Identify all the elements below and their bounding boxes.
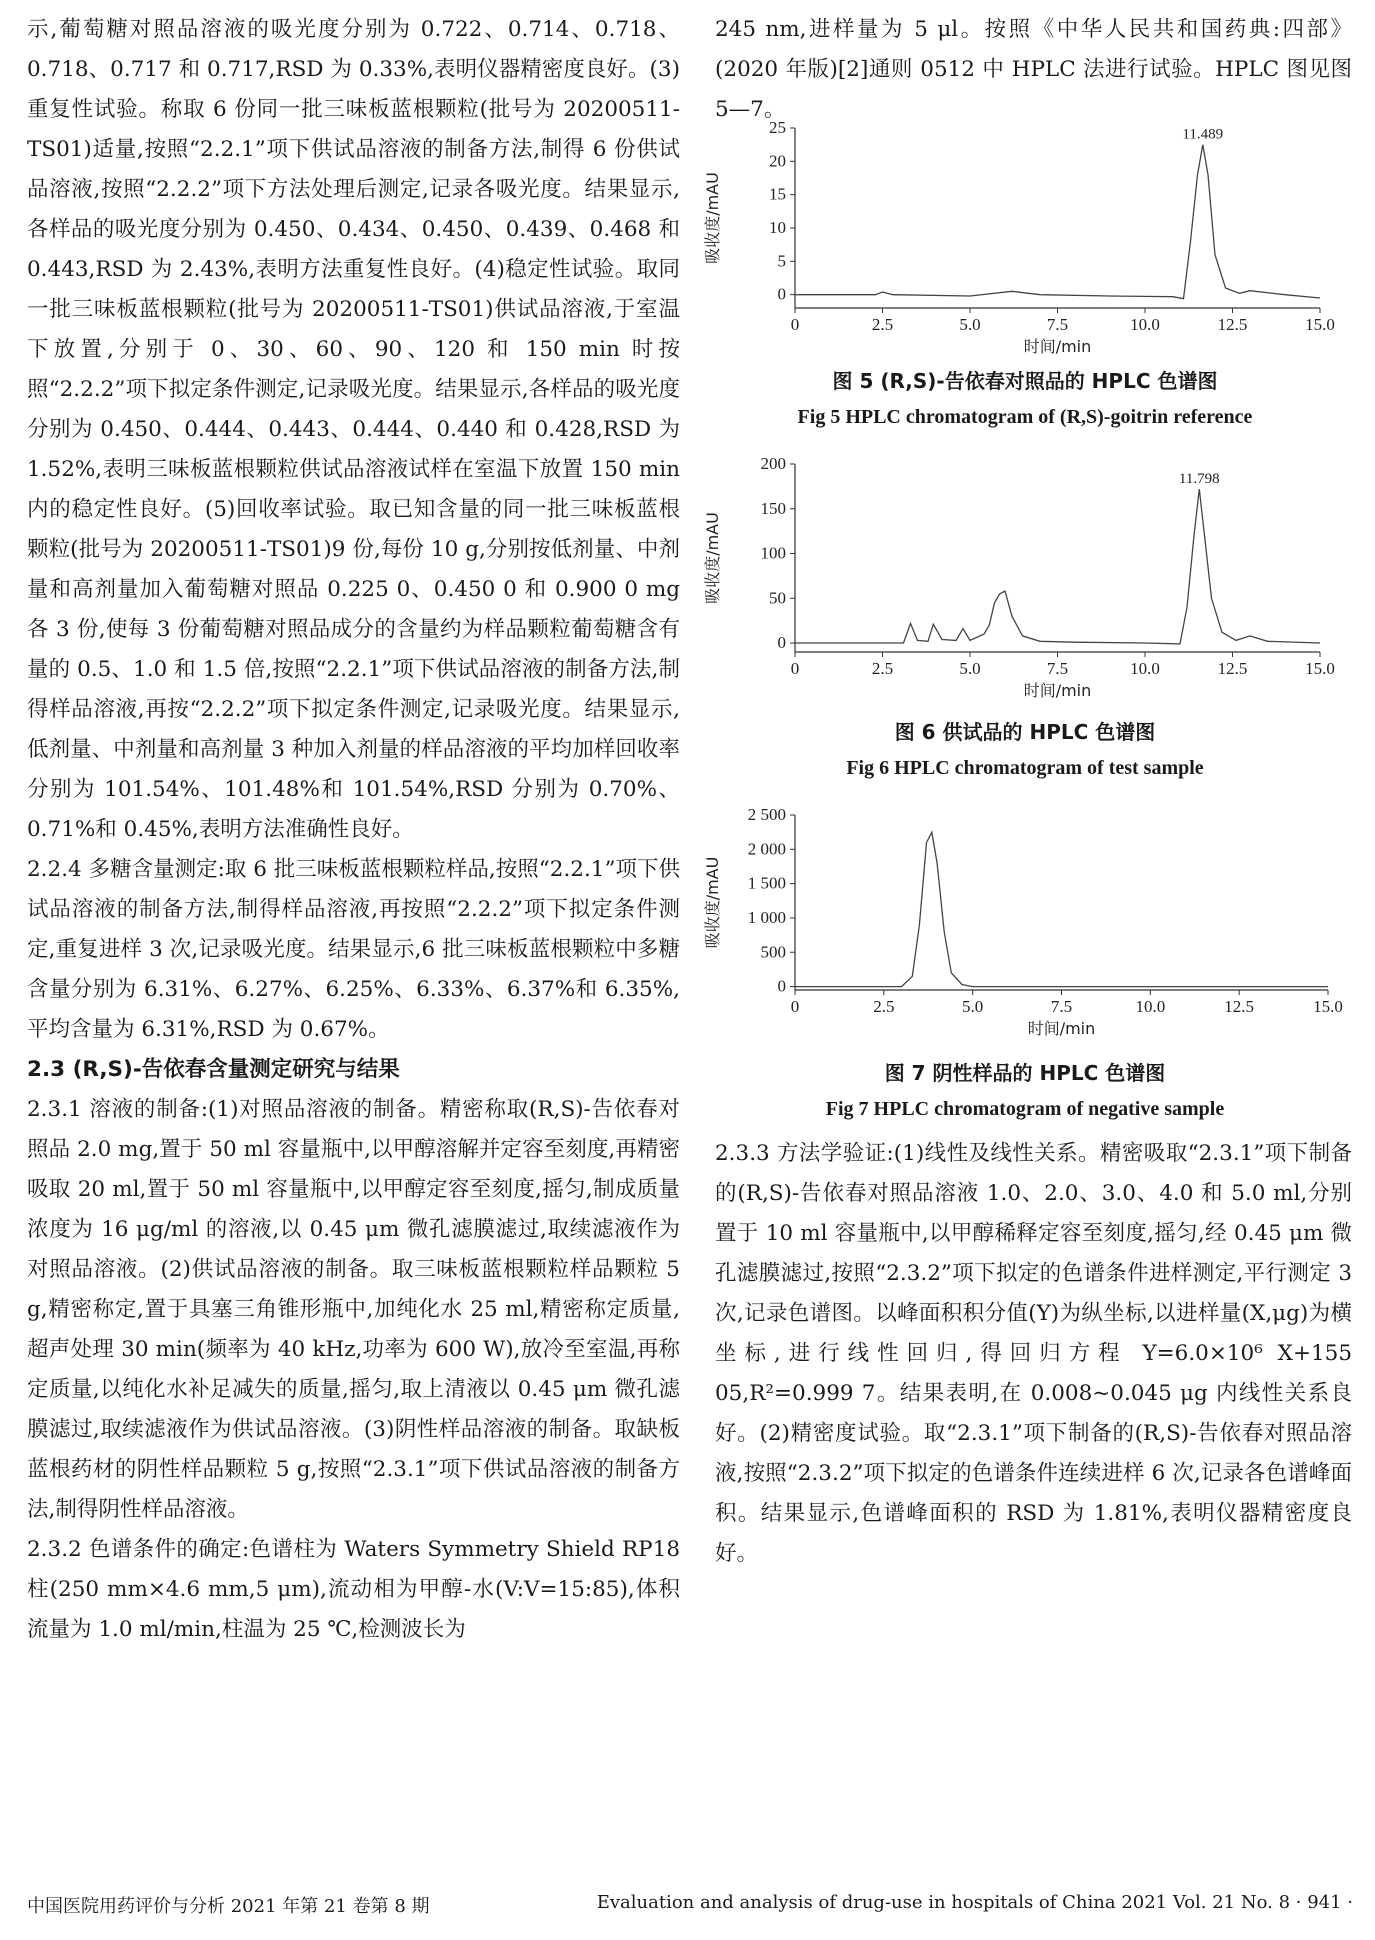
y-tick-label: 100 <box>760 543 786 563</box>
paragraph: 2.3.2 色谱条件的确定:色谱柱为 Waters Symmetry Shield RP18 柱(250 mm×4.6 mm,5 μm),流动相为甲醇-水(V:V=15:85),体积流量为 1.0 ml/min,柱温为 25 ℃,检测波长为 <box>27 1537 680 1642</box>
chart-fig6 <box>700 452 1350 714</box>
x-tick-label: 5.0 <box>959 315 981 334</box>
x-tick-label: 15.0 <box>1305 659 1335 678</box>
y-tick-label: 10 <box>769 218 786 237</box>
y-tick-label: 0 <box>777 633 786 653</box>
x-axis-label: 时间/min <box>1023 681 1092 700</box>
chart-fig5 <box>700 118 1350 363</box>
x-tick-label: 7.5 <box>1046 315 1069 334</box>
y-axis-label: 吸收度/mAU <box>703 172 722 264</box>
figure-caption-en: Fig 7 HPLC chromatogram of negative sample <box>825 1098 1225 1120</box>
y-tick-label: 1 500 <box>747 873 786 893</box>
x-axis-label: 时间/min <box>1023 337 1092 356</box>
paragraph: 2.3.3 方法学验证:(1)线性及线性关系。精密吸取“2.3.1”项下制备的(R,S)-告依春对照品溶液 1.0、2.0、3.0、4.0 和 5.0 ml,分别置于 10 ml 容量瓶中,以甲醇稀释定容至刻度,摇匀,经 0.45 μm 微孔滤膜滤过,按照“2.3.2”项下拟定的色谱条件进样测定,平行测定 3 次,记录色谱图。以峰面积积分值(Y)为纵坐标,以进样量(X,μg)为横坐标,进行线性回归,得回归方程 Y=6.0×10⁶ X+155 05,R²=0.999 7。结果表明,在 0.008~0.045 μg 内线性关系良好。(2)精密度试验。取“2.3.1”项下制备的(R,S)-告依春对照品溶液,按照“2.3.2”项下拟定的色谱条件连续进样 6 次,记录各色谱峰面积。结果显示,色谱峰面积的 RSD 为 1.81%,表明仪器精密度良好。 <box>715 1141 1352 1566</box>
x-tick-label: 2.5 <box>871 315 894 334</box>
x-tick-label: 15.0 <box>1313 997 1343 1016</box>
left-column <box>27 10 680 1650</box>
y-axis-label: 吸收度/mAU <box>703 856 722 949</box>
y-axis-label: 吸收度/mAU <box>703 512 722 604</box>
x-tick-label: 2.5 <box>873 997 895 1016</box>
y-tick-label: 0 <box>777 284 786 304</box>
figure-6 <box>700 452 1350 786</box>
x-tick-label: 12.5 <box>1217 659 1248 678</box>
x-tick-label: 5.0 <box>959 659 981 678</box>
y-tick-label: 2 000 <box>747 839 786 859</box>
y-tick-label: 0 <box>777 976 786 996</box>
section-heading: 2.3 (R,S)-告依春含量测定研究与结果 <box>27 1057 400 1082</box>
chromatogram-line <box>795 145 1320 299</box>
figure-7 <box>700 805 1350 1127</box>
x-tick-label: 7.5 <box>1050 997 1073 1016</box>
y-tick-label: 1 000 <box>747 907 786 927</box>
y-tick-label: 2 500 <box>747 805 786 824</box>
x-tick-label: 0 <box>790 315 800 334</box>
paragraph: 示,葡萄糖对照品溶液的吸光度分别为 0.722、0.714、0.718、0.718、0.717 和 0.717,RSD 为 0.33%,表明仪器精密度良好。(3)重复性试验。称取 6 份同一批三味板蓝根颗粒(批号为 20200511-TS01)适量,按照“2.2.1”项下供试品溶液的制备方法,制得 6 份供试品溶液,按照“2.2.2”项下方法处理后测定,记录各吸光度。结果显示,各样品的吸光度分别为 0.450、0.434、0.450、0.439、0.468 和 0.443,RSD 为 2.43%,表明方法重复性良好。(4)稳定性试验。取同一批三味板蓝根颗粒(批号为 20200511-TS01)供试品溶液,于室温下放置,分别于 0、30、60、90、120 和 150 min 时按照“2.2.2”项下拟定条件测定,记录吸光度。结果显示,各样品的吸光度分别为 0.450、0.444、0.443、0.444、0.440 和 0.428,RSD 为 1.52%,表明三味板蓝根颗粒供试品溶液试样在室温下放置 150 min 内的稳定性良好。(5)回收率试验。取已知含量的同一批三味板蓝根颗粒(批号为 20200511-TS01)9 份,每份 10 g,分别按低剂量、中剂量和高剂量加入葡萄糖对照品 0.225 0、0.450 0 和 0.900 0 mg 各 3 份,使每 3 份葡萄糖对照品成分的含量约为样品颗粒葡萄糖含有量的 0.5、1.0 和 1.5 倍,按照“2.2.1”项下供试品溶液的制备方法,制得样品溶液,再按“2.2.2”项下拟定条件测定,记录吸光度。结果显示,低剂量、中剂量和高剂量 3 种加入剂量的样品溶液的平均加样回收率分别为 101.54%、101.48%和 101.54%,RSD 分别为 0.70%、0.71%和 0.45%,表明方法准确性良好。 <box>27 17 680 842</box>
figure-5 <box>700 118 1350 435</box>
right-column-top <box>715 10 1352 130</box>
x-axis-label: 时间/min <box>1027 1019 1096 1038</box>
y-tick-label: 15 <box>769 184 786 204</box>
y-tick-label: 5 <box>777 251 786 271</box>
figure-caption-cn: 图 5 (R,S)-告依春对照品的 HPLC 色谱图 <box>832 369 1218 393</box>
y-tick-label: 20 <box>769 151 786 171</box>
paragraph: 2.2.4 多糖含量测定:取 6 批三味板蓝根颗粒样品,按照“2.2.1”项下供试品溶液的制备方法,制得样品溶液,再按照“2.2.2”项下拟定条件测定,重复进样 3 次,记录吸光度。结果显示,6 批三味板蓝根颗粒中多糖含量分别为 6.31%、6.27%、6.25%、6.33%、6.37%和 6.35%,平均含量为 6.31%,RSD 为 0.67%。 <box>27 857 680 1042</box>
x-tick-label: 10.0 <box>1135 997 1166 1016</box>
footer-journal-en: Evaluation and analysis of drug-use in hospitals of China 2021 Vol. 21 No. 8 · 941 · <box>596 1892 1353 1913</box>
y-tick-label: 200 <box>760 454 786 473</box>
y-tick-label: 25 <box>769 118 786 137</box>
y-tick-label: 50 <box>769 588 786 608</box>
right-column-bottom <box>715 1134 1352 1574</box>
paragraph: 2.3.1 溶液的制备:(1)对照品溶液的制备。精密称取(R,S)-告依春对照品 2.0 mg,置于 50 ml 容量瓶中,以甲醇溶解并定容至刻度,再精密吸取 20 ml,置于 50 ml 容量瓶中,以甲醇定容至刻度,摇匀,制成质量浓度为 16 μg/ml 的溶液,以 0.45 μm 微孔滤膜滤过,取续滤液作为对照品溶液。(2)供试品溶液的制备。取三味板蓝根颗粒样品颗粒 5 g,精密称定,置于具塞三角锥形瓶中,加纯化水 25 ml,精密称定质量,超声处理 30 min(频率为 40 kHz,功率为 600 W),放冷至室温,再称定质量,以纯化水补足减失的质量,摇匀,取上清液以 0.45 μm 微孔滤膜滤过,取续滤液作为供试品溶液。(3)阴性样品溶液的制备。取缺板蓝根药材的阴性样品颗粒 5 g,按照“2.3.1”项下供试品溶液的制备方法,制得阴性样品溶液。 <box>27 1097 680 1522</box>
x-tick-label: 2.5 <box>871 659 894 678</box>
chromatogram-line <box>795 489 1320 644</box>
x-tick-label: 0 <box>790 659 800 678</box>
peak-label: 11.489 <box>1182 126 1224 143</box>
chromatogram-line <box>795 832 1328 986</box>
y-tick-label: 150 <box>760 498 786 518</box>
x-tick-label: 12.5 <box>1224 997 1255 1016</box>
figure-caption-cn: 图 6 供试品的 HPLC 色谱图 <box>894 720 1156 744</box>
chart-fig7 <box>700 805 1350 1055</box>
figure-caption-cn: 图 7 阴性样品的 HPLC 色谱图 <box>884 1061 1166 1085</box>
x-tick-label: 7.5 <box>1046 659 1069 678</box>
figure-caption-en: Fig 6 HPLC chromatogram of test sample <box>846 757 1204 779</box>
figure-caption-en: Fig 5 HPLC chromatogram of (R,S)-goitrin reference <box>797 406 1253 428</box>
x-tick-label: 15.0 <box>1305 315 1335 334</box>
x-tick-label: 5.0 <box>962 997 984 1016</box>
x-tick-label: 12.5 <box>1217 315 1248 334</box>
footer-journal-cn: 中国医院用药评价与分析 2021 年第 21 卷第 8 期 <box>27 1896 430 1917</box>
x-tick-label: 10.0 <box>1130 315 1160 334</box>
x-tick-label: 10.0 <box>1130 659 1160 678</box>
peak-label: 11.798 <box>1178 471 1220 488</box>
x-tick-label: 0 <box>790 997 800 1016</box>
y-tick-label: 500 <box>760 942 786 962</box>
paragraph: 245 nm,进样量为 5 μl。按照《中华人民共和国药典:四部》(2020 年版)[2]通则 0512 中 HPLC 法进行试验。HPLC 图见图 5—7。 <box>715 17 1352 122</box>
